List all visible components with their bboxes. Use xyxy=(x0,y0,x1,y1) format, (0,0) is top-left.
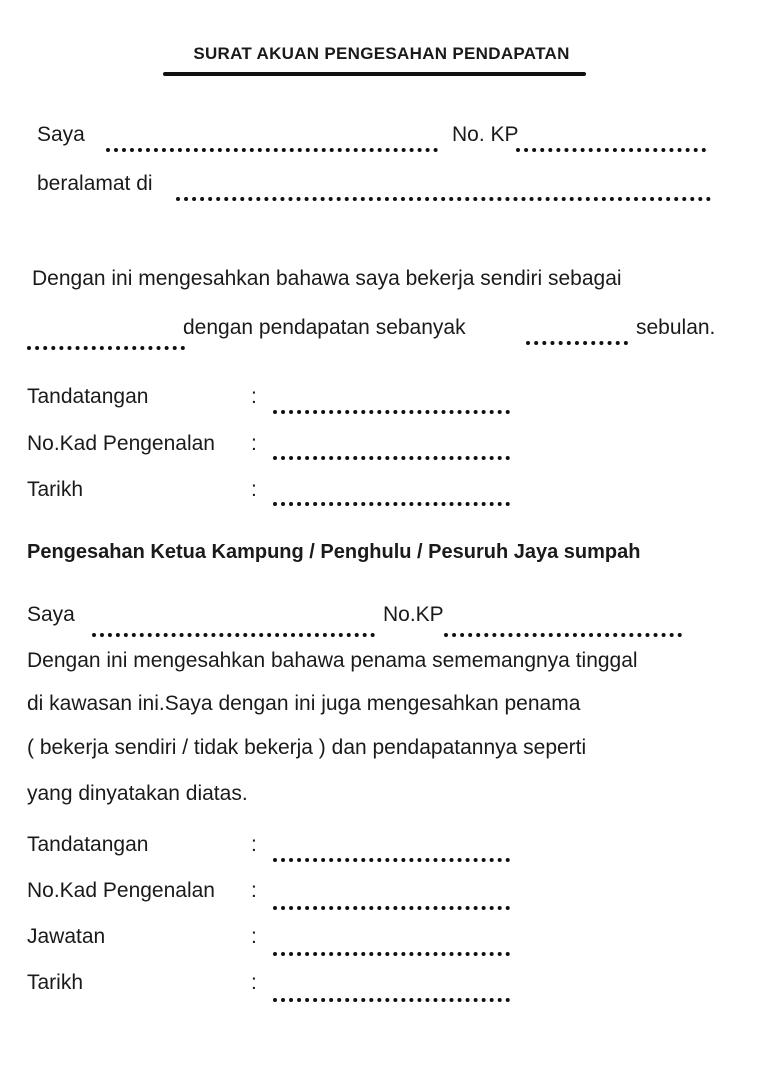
title-underline xyxy=(163,72,586,76)
confirmation-line-3: ( bekerja sendiri / tidak bekerja ) dan pendapatannya seperti xyxy=(27,736,587,759)
alamat-label: beralamat di xyxy=(37,172,153,195)
declaration-line-1: Dengan ini mengesahkan bahawa saya bekerja sendiri sebagai xyxy=(32,267,622,290)
date-label: Tarikh xyxy=(27,971,84,994)
income-blank[interactable] xyxy=(526,341,628,345)
ic-number-blank[interactable] xyxy=(273,456,510,460)
confirmation-line-4: yang dinyatakan diatas. xyxy=(27,782,248,805)
official-kp-blank[interactable] xyxy=(444,633,682,637)
document-title: SURAT AKUAN PENGESAHAN PENDAPATAN xyxy=(193,44,570,63)
position-label: Jawatan xyxy=(27,925,106,948)
official-name-blank[interactable] xyxy=(92,633,375,637)
tandatangan-label: Tandatangan xyxy=(27,833,149,856)
kp-label: No. KP xyxy=(452,123,519,146)
colon: : xyxy=(251,925,257,948)
colon: : xyxy=(251,879,257,902)
signature-blank[interactable] xyxy=(273,410,510,414)
colon: : xyxy=(251,385,257,408)
ic-number-label: No.Kad Pengenalan xyxy=(27,432,215,455)
section-heading: Pengesahan Ketua Kampung / Penghulu / Pesuruh Jaya sumpah xyxy=(27,541,641,563)
kp-label: No.KP xyxy=(383,603,444,626)
colon: : xyxy=(251,971,257,994)
colon: : xyxy=(251,432,257,455)
confirmation-line-1: Dengan ini mengesahkan bahawa penama sememangnya tinggal xyxy=(27,649,638,672)
saya-label: Saya xyxy=(27,603,75,626)
occupation-blank[interactable] xyxy=(27,346,185,350)
position-blank[interactable] xyxy=(273,952,510,956)
kp-blank[interactable] xyxy=(516,148,706,152)
ic-number-label: No.Kad Pengenalan xyxy=(27,879,215,902)
official-signature-blank[interactable] xyxy=(273,858,510,862)
colon: : xyxy=(251,478,257,501)
date-label: Tarikh xyxy=(27,478,84,501)
address-blank[interactable] xyxy=(176,197,711,201)
declaration-line-2: dengan pendapatan sebanyak xyxy=(183,316,466,339)
official-date-blank[interactable] xyxy=(273,998,510,1002)
official-ic-blank[interactable] xyxy=(273,906,510,910)
confirmation-line-2: di kawasan ini.Saya dengan ini juga mengesahkan penama xyxy=(27,692,581,715)
saya-label: Saya xyxy=(37,123,85,146)
sebulan-label: sebulan. xyxy=(636,316,716,339)
tandatangan-label: Tandatangan xyxy=(27,385,149,408)
date-blank[interactable] xyxy=(273,502,510,506)
colon: : xyxy=(251,833,257,856)
name-blank[interactable] xyxy=(106,148,438,152)
